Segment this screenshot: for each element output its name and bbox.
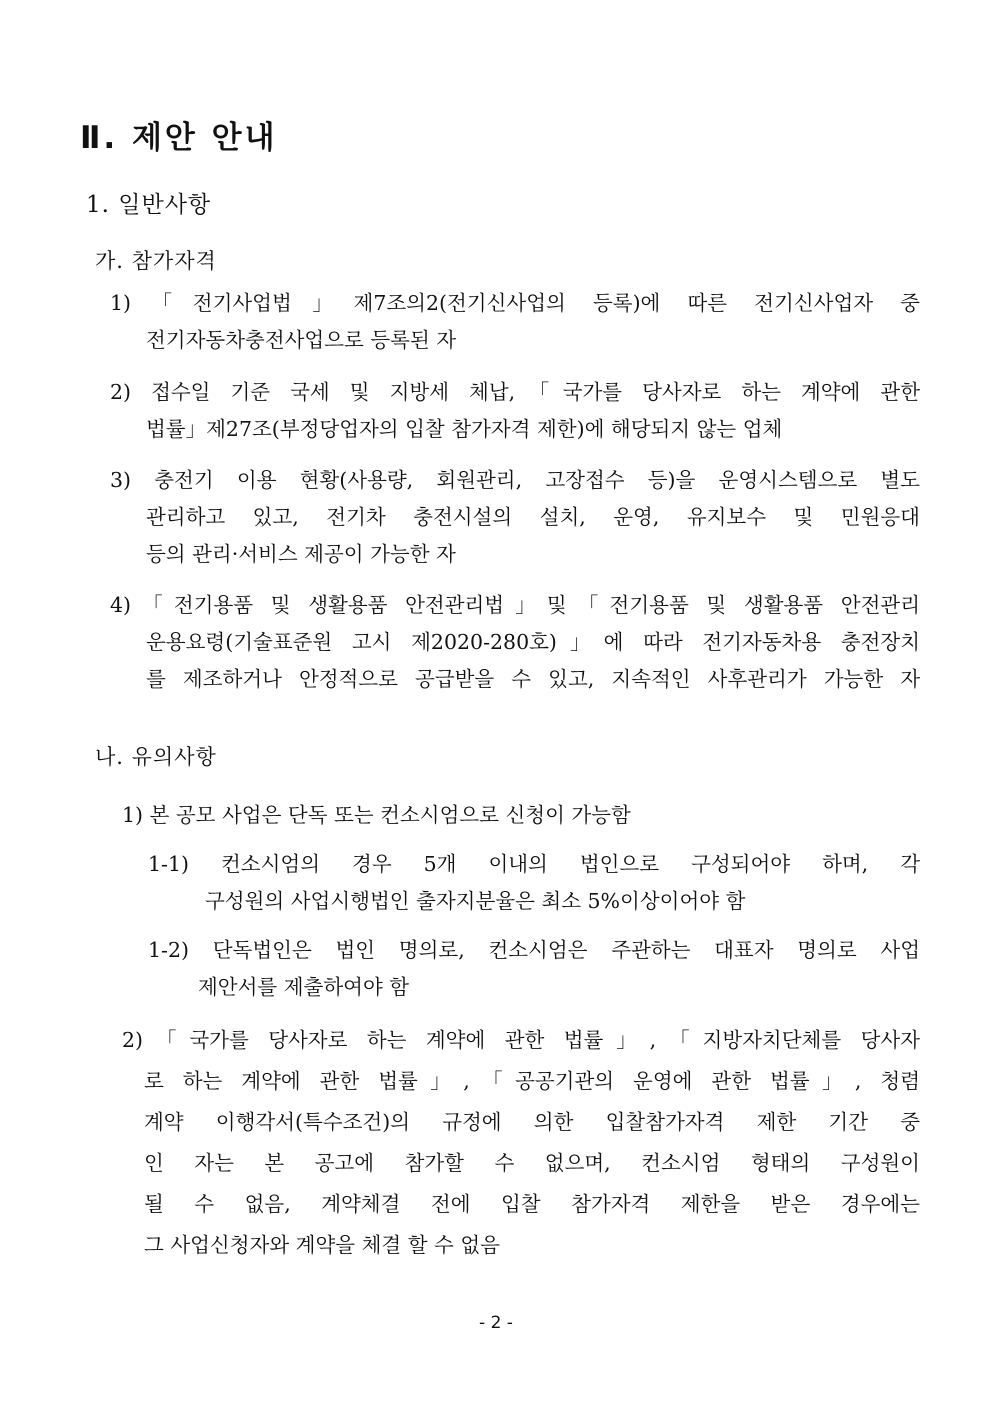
qualification-item-2	[110, 374, 920, 448]
item-line: 법률」제27조(부정당업자의 입찰 참가자격 제한)에 해당되지 않는 업체	[146, 417, 783, 441]
item-line: 를 제조하거나 안정적으로 공급받을 수 있고, 지속적인 사후관리가 가능한 자	[146, 667, 920, 691]
item-line: 계약 이행각서(특수조건)의 규정에 의한 입찰참가자격 제한 기간 중	[144, 1110, 920, 1134]
qualification-item-1	[110, 285, 920, 359]
qualification-item-3	[110, 462, 920, 573]
qualifications-heading: 가. 참가자격	[95, 249, 217, 273]
item-line: 로 하는 계약에 관한 법률」,「공공기관의 운영에 관한 법률」, 청렴	[144, 1069, 920, 1093]
item-line: 전기자동차충전사업으로 등록된 자	[146, 328, 457, 352]
page-number: - 2 -	[479, 1313, 513, 1333]
section-title: Ⅱ. 제안 안내	[80, 120, 278, 156]
item-line: 1) 본 공모 사업은 단독 또는 컨소시엄으로 신청이 가능함	[122, 803, 631, 827]
item-line: 4)「전기용품 및 생활용품 안전관리법」및「전기용품 및 생활용품 안전관리	[110, 593, 920, 617]
item-line: 2) 접수일 기준 국세 및 지방세 체납,「국가를 당사자로 하는 계약에 관한	[110, 380, 920, 404]
item-line: 1)「전기사업법」제7조의2(전기신사업의 등록)에 따른 전기신사업자 중	[110, 291, 920, 315]
item-line: 제안서를 제출하여야 함	[198, 975, 410, 999]
subsection-title: 1. 일반사항	[86, 192, 212, 218]
note-item-1-1	[148, 846, 920, 920]
item-line: 관리하고 있고, 전기차 충전시설의 설치, 운영, 유지보수 및 민원응대	[146, 505, 920, 529]
item-line: 1-1) 컨소시엄의 경우 5개 이내의 법인으로 구성되어야 하며, 각	[148, 852, 920, 876]
item-line: 2)「국가를 당사자로 하는 계약에 관한 법률」,「지방자치단체를 당사자	[122, 1028, 920, 1052]
note-item-1-2	[148, 932, 920, 1006]
item-line: 될 수 없음, 계약체결 전에 입찰 참가자격 제한을 받은 경우에는	[144, 1192, 920, 1216]
item-line: 3) 충전기 이용 현황(사용량, 회원관리, 고장접수 등)을 운영시스템으로 별도	[110, 468, 920, 492]
item-line: 1-2) 단독법인은 법인 명의로, 컨소시엄은 주관하는 대표자 명의로 사업	[148, 938, 920, 962]
item-line: 구성원의 사업시행법인 출자지분율은 최소 5%이상이어야 함	[205, 889, 746, 913]
item-line: 운용요령(기술표준원 고시 제2020-280호)」에 따라 전기자동차용 충전장치	[146, 630, 920, 654]
note-item-1	[122, 797, 920, 834]
item-line: 그 사업신청자와 계약을 체결 할 수 없음	[144, 1233, 500, 1257]
item-line: 등의 관리·서비스 제공이 가능한 자	[146, 542, 456, 566]
notes-heading: 나. 유의사항	[95, 745, 217, 769]
note-item-2	[122, 1020, 920, 1266]
item-line: 인 자는 본 공고에 참가할 수 없으며, 컨소시엄 형태의 구성원이	[144, 1151, 920, 1175]
qualification-item-4	[110, 587, 920, 698]
